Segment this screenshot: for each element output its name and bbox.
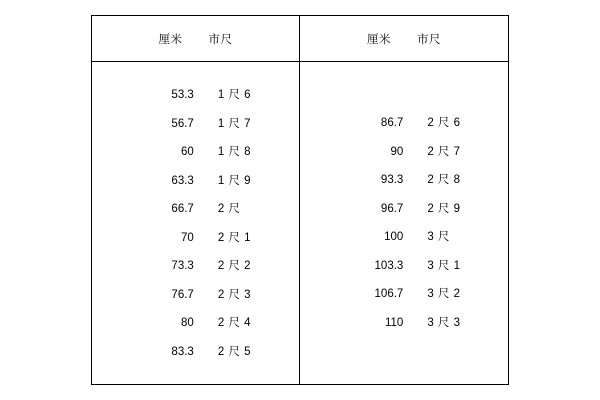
conversion-table <box>91 15 509 385</box>
cell-chi: 3 尺 2 <box>427 288 461 300</box>
cell-chi: 2 尺 9 <box>427 202 461 215</box>
header-chi-left: 市尺 <box>208 33 233 46</box>
table-row <box>116 86 299 115</box>
table-row <box>326 143 508 172</box>
table-row <box>326 314 508 343</box>
cell-cm: 83.3 <box>171 345 194 358</box>
cell-cm: 63.3 <box>171 174 194 187</box>
table-row <box>116 172 299 201</box>
cell-chi: 2 尺 <box>217 203 241 215</box>
cell-chi: 3 尺 1 <box>427 259 461 272</box>
cell-cm: 53.3 <box>171 89 194 101</box>
table-row <box>326 257 508 286</box>
table-row <box>326 171 508 200</box>
column-header-right <box>300 16 508 62</box>
cell-cm: 96.7 <box>380 202 404 215</box>
cell-cm: 56.7 <box>171 117 194 130</box>
cell-cm: 106.7 <box>374 288 404 300</box>
cell-chi: 1 尺 7 <box>217 117 251 130</box>
header-chi-right: 市尺 <box>417 33 441 46</box>
table-row <box>116 200 299 229</box>
table-row <box>326 114 508 143</box>
table-row <box>116 343 299 372</box>
table-row <box>116 314 299 343</box>
cell-chi: 1 尺 9 <box>217 174 251 187</box>
cell-cm: 110 <box>384 316 404 329</box>
column-body-left <box>92 62 299 384</box>
cell-cm: 60 <box>181 146 194 158</box>
cell-chi: 1 尺 6 <box>217 89 251 101</box>
cell-cm: 66.7 <box>171 203 194 215</box>
cell-chi: 2 尺 2 <box>217 260 251 272</box>
table-row <box>116 286 299 315</box>
table-row <box>326 228 508 257</box>
cell-chi: 2 尺 5 <box>217 345 251 358</box>
cell-cm: 70 <box>181 231 194 244</box>
table-row <box>326 285 508 314</box>
table-row <box>326 200 508 229</box>
cell-chi: 2 尺 3 <box>217 288 251 301</box>
cell-cm: 73.3 <box>171 260 194 272</box>
cell-chi: 2 尺 8 <box>427 174 461 186</box>
cell-cm: 86.7 <box>380 117 404 129</box>
cell-chi: 2 尺 6 <box>427 117 461 129</box>
table-row <box>116 257 299 286</box>
table-column-right <box>300 16 508 384</box>
cell-chi: 1 尺 8 <box>217 146 251 158</box>
cell-cm: 93.3 <box>380 174 404 186</box>
table-row <box>116 115 299 144</box>
table-column-left <box>92 16 300 384</box>
header-cm-left: 厘米 <box>158 33 183 46</box>
header-cm-right: 厘米 <box>367 33 391 46</box>
cell-chi: 2 尺 7 <box>427 145 461 158</box>
cell-cm: 100 <box>384 231 404 243</box>
column-body-right <box>300 62 508 384</box>
cell-chi: 2 尺 1 <box>217 231 251 244</box>
table-row <box>116 229 299 258</box>
table-row <box>116 143 299 172</box>
column-header-left <box>92 16 299 62</box>
cell-cm: 90 <box>390 145 404 158</box>
cell-cm: 80 <box>181 317 194 329</box>
cell-chi: 3 尺 3 <box>427 316 461 329</box>
cell-cm: 76.7 <box>171 288 194 301</box>
cell-cm: 103.3 <box>374 259 404 272</box>
cell-chi: 3 尺 <box>427 231 450 243</box>
cell-chi: 2 尺 4 <box>217 317 251 329</box>
